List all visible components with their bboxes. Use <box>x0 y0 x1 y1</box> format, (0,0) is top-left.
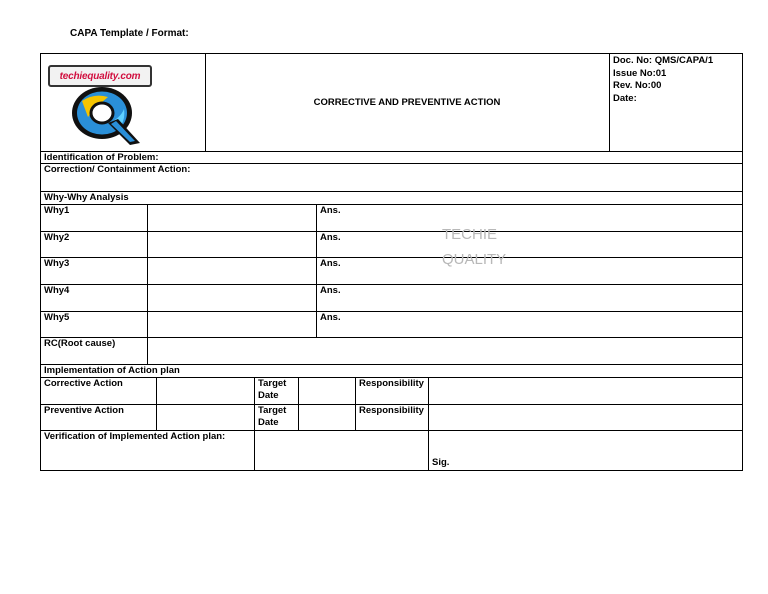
signature-label: Sig. <box>432 457 450 468</box>
corrective-responsibility-label: Responsibility <box>359 378 424 389</box>
doc-number: Doc. No: QMS/CAPA/1 <box>613 55 714 66</box>
form-title: CORRECTIVE AND PREVENTIVE ACTION <box>313 96 501 108</box>
corrective-action-label: Corrective Action <box>44 378 123 389</box>
date-label: Date: <box>613 92 637 104</box>
capa-form <box>40 53 743 471</box>
verification-label: Verification of Implemented Action plan: <box>44 431 226 442</box>
preventive-target-date-label: Target Date <box>258 405 287 428</box>
correction-label: Correction/ Containment Action: <box>44 164 191 175</box>
page-heading: CAPA Template / Format: <box>70 28 189 39</box>
why1-label: Why1 <box>44 205 70 216</box>
why3-answer-label: Ans. <box>320 258 341 269</box>
company-logo <box>46 65 156 149</box>
why4-answer-label: Ans. <box>320 285 341 296</box>
why5-answer-label: Ans. <box>320 312 341 323</box>
document-info <box>609 53 743 107</box>
why5-label: Why5 <box>44 312 70 323</box>
root-cause-label: RC(Root cause) <box>44 338 116 349</box>
preventive-action-label: Preventive Action <box>44 405 124 416</box>
why2-answer-label: Ans. <box>320 232 341 243</box>
why-why-heading: Why-Why Analysis <box>44 192 129 203</box>
watermark-text: TECHIE QUALITY <box>442 226 507 268</box>
issue-number: Issue No:01 <box>613 67 667 79</box>
why3-label: Why3 <box>44 258 70 269</box>
why2-label: Why2 <box>44 232 70 243</box>
why1-answer-label: Ans. <box>320 205 341 216</box>
logo-q-icon <box>64 83 144 149</box>
logo-text: techiequality.com <box>48 65 152 87</box>
why4-label: Why4 <box>44 285 70 296</box>
identification-label: Identification of Problem: <box>44 152 159 163</box>
revision-number: Rev. No:00 <box>613 80 662 91</box>
implementation-heading: Implementation of Action plan <box>44 365 180 376</box>
preventive-responsibility-label: Responsibility <box>359 405 424 416</box>
corrective-target-date-label: Target Date <box>258 378 287 401</box>
